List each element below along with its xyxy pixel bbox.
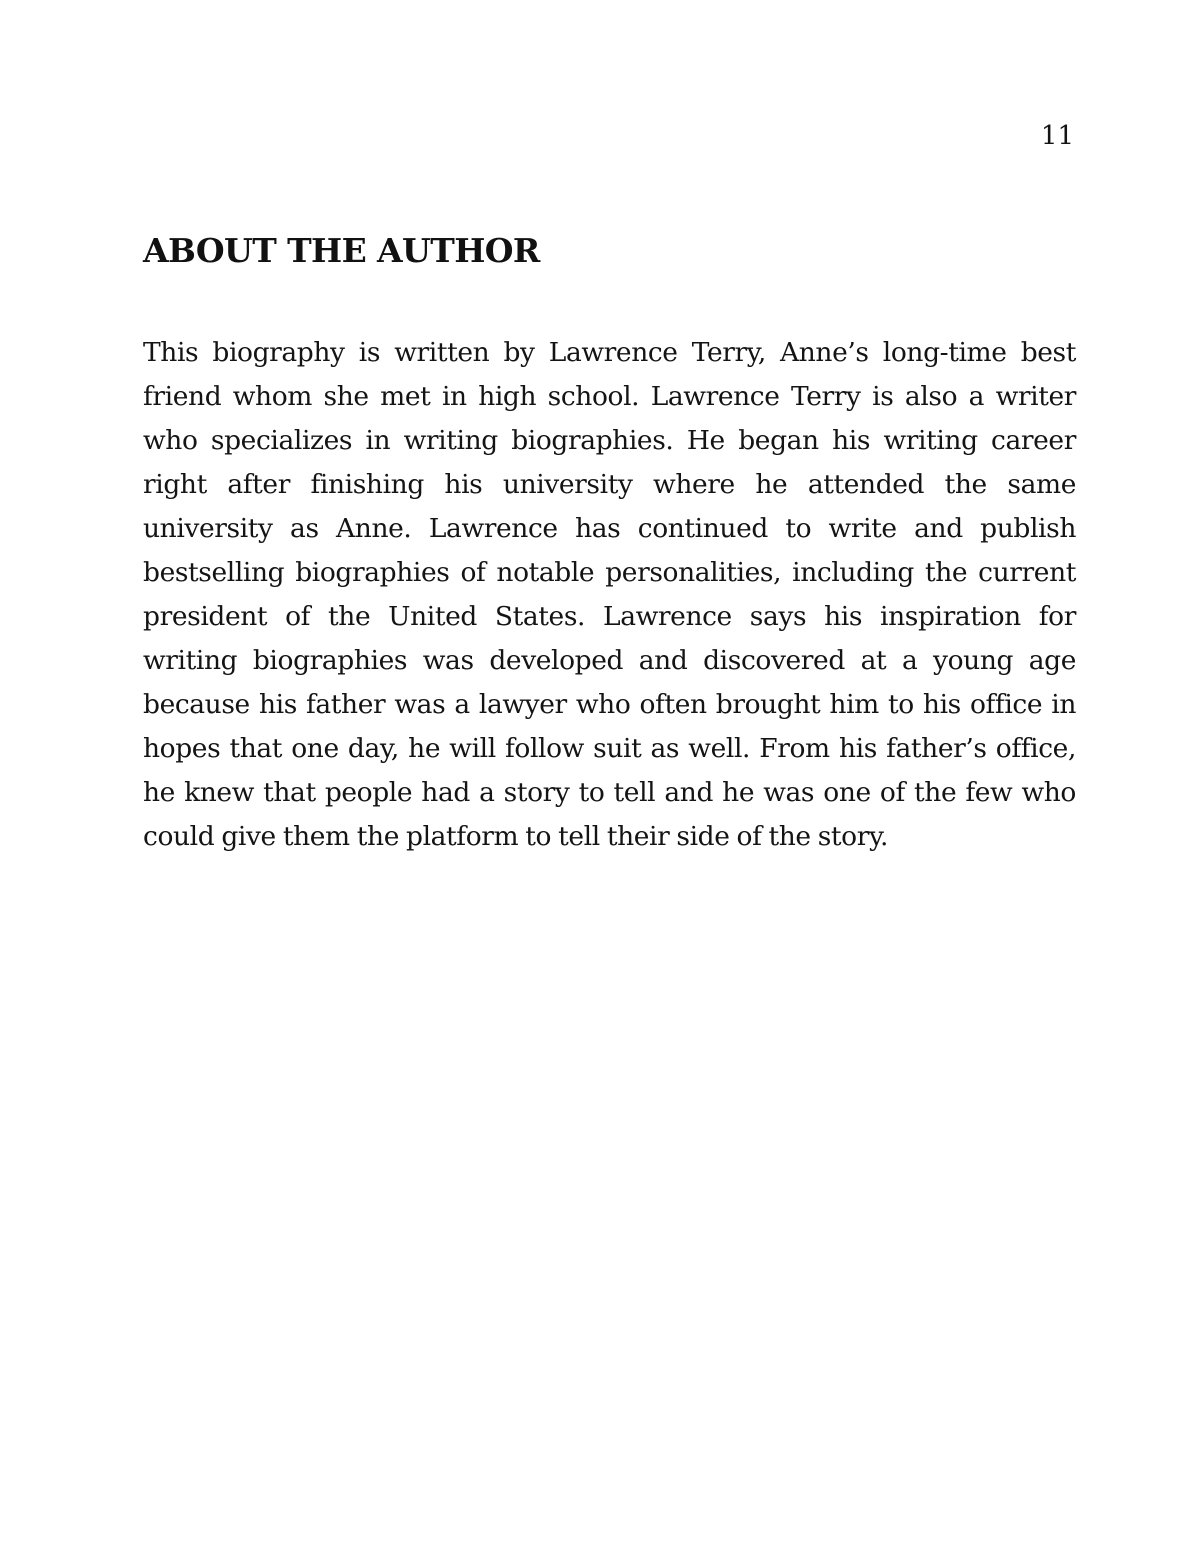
author-bio-paragraph: This biography is written by Lawrence Terry, Anne’s long-time best friend whom she met in high school. Lawrence Terry is also a writer who specializes in writing biographies. He began his writing career right after finishing his university where he attended the same university as Anne. Lawrence has continued to write and publish bestselling biographies of notable personalities, including the current president of the United States. Lawrence says his inspiration for writing biographies was developed and discovered at a young age because his father was a lawyer who often brought him to his office in hopes that one day, he will follow suit as well. From his father’s office, he knew that people had a story to tell and he was one of the few who could give them the platform to tell their side of the story.: [143, 337, 1076, 852]
page-number: 11: [1040, 121, 1074, 151]
section-heading: ABOUT THE AUTHOR: [143, 231, 540, 270]
